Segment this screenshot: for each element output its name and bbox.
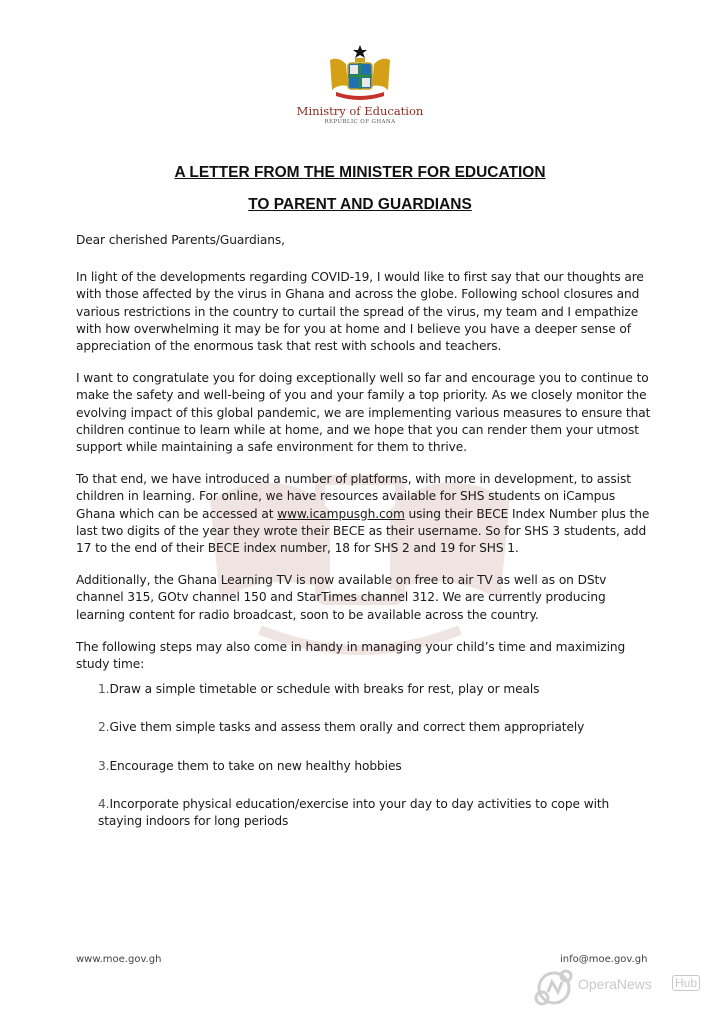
list-item	[76, 796, 656, 830]
paragraph-3-text-a: To that end, we have introduced a number of platforms, with more in development, to assist children in learning. For online, we have resources available for SHS students on iCampus Ghana which can be accessed at	[76, 472, 631, 521]
step-number: 3.	[98, 758, 110, 773]
step-number: 1.	[98, 682, 110, 697]
icampus-link[interactable]: www.icampusgh.com	[277, 506, 405, 521]
steps-list	[76, 681, 656, 830]
operanews-logo-icon	[528, 966, 576, 1010]
step-text: Give them simple tasks and assess them orally and correct them appropriately	[109, 720, 585, 735]
step-number: 2.	[98, 720, 110, 735]
operanews-brand: OperaNews	[578, 976, 652, 992]
step-text: Incorporate physical education/exercise into your day to day activities to cope with staying indoors for long periods	[98, 796, 610, 829]
letter-title-line-2: TO PARENT AND GUARDIANS	[248, 196, 472, 213]
paragraph-5: The following steps may also come in handy in managing your child’s time and maximizing study time:	[76, 639, 626, 672]
paragraph-3	[76, 471, 656, 557]
list-item	[76, 681, 656, 698]
paragraph-1: In light of the developments regarding COVID-19, I would like to first say that our thoughts are with those affected by the virus in Ghana and across the globe. Following school closures and various restrictions in the country to curtail the spread of the virus, my team and I empathize with how overwhelming it may be for you at home and I believe you have a deeper sense of appreciation of the enormous task that rest with schools and teachers.	[76, 270, 644, 354]
letter-body	[76, 232, 656, 851]
greeting: Dear cherished Parents/Guardians,	[76, 233, 285, 247]
paragraph-4: Additionally, the Ghana Learning TV is now available on free to air TV as well as on DStv channel 315, GOtv channel 150 and StarTimes channel 312. We are currently producing learning content for radio broadcast, soon to be available across the country.	[76, 573, 607, 622]
paragraph-2: I want to congratulate you for doing exceptionally well so far and encourage you to continue to make the safety and well-being of you and your family a top priority. As we closely monitor the evolving impact of this global pandemic, we are implementing various measures to ensure that children continue to learn while at home, and we hope that you can render them your utmost support while maintaining a safe environment for them to thrive.	[76, 371, 651, 455]
paragraph-3-text-b: using their BECE Index Number plus the last two digits of the year they wrote their BECE as their username. So for SHS 3 students, add 17 to the end of their BECE index number, 18 for SHS 2 and 19 for SHS 1.	[76, 506, 650, 556]
list-item	[76, 758, 656, 775]
footer-website: www.moe.gov.gh	[76, 954, 162, 965]
step-text: Draw a simple timetable or schedule with breaks for rest, play or meals	[109, 682, 540, 697]
step-number: 4.	[98, 796, 110, 811]
letter-title-line-1: A LETTER FROM THE MINISTER FOR EDUCATION	[174, 164, 546, 181]
list-item	[76, 719, 656, 736]
operanews-hub-badge: Hub	[672, 975, 700, 991]
ministry-name: Ministry of Education	[296, 104, 424, 118]
republic-label: REPUBLIC OF GHANA	[324, 119, 396, 125]
footer-email: info@moe.gov.gh	[560, 954, 648, 965]
step-text: Encourage them to take on new healthy hobbies	[109, 758, 402, 773]
ghana-coat-of-arms-icon	[326, 44, 394, 102]
